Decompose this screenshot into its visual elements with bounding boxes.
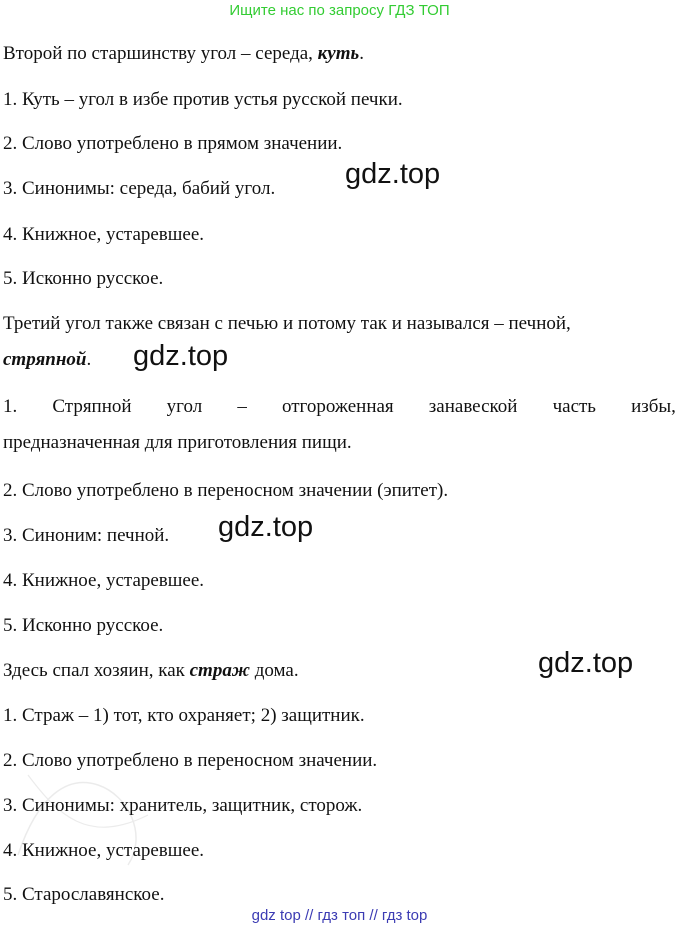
section3-keyword: страж [189,660,250,681]
section1-item-5: 5. Исконно русское. [3,268,164,289]
section2-intro-end: . [86,349,92,370]
watermark-gdz-top: gdz.top [218,511,314,543]
section2-item-1-word: часть [552,396,596,417]
section3-intro-text: Здесь спал хозяин, как [3,660,190,681]
section2-item-1-word: угол [166,396,203,417]
section2-intro-line1: Третий угол также связан с печью и потому так и назывался – печной, [3,313,571,334]
section3-intro [3,660,299,682]
watermark-gdz-top: gdz.top [538,647,634,679]
section1-intro-end: . [359,43,364,64]
watermark-gdz-top: gdz.top [133,340,229,372]
faint-watermark-scribble [8,755,158,875]
section2-item-1-word: отгороженная [281,396,394,417]
section1-item-4: 4. Книжное, устаревшее. [3,224,205,245]
section2-item-1-word: занавеской [428,396,518,417]
section2-item-1-word: 1. [3,396,18,417]
section2-item-1-word: Стряпной [52,396,132,417]
section1-item-2: 2. Слово употреблено в прямом значении. [3,133,343,154]
section2-item-4: 4. Книжное, устаревшее. [3,570,205,591]
section1-keyword: куть [317,43,360,64]
section3-item-3: 3. Синонимы: хранитель, защитник, сторож. [3,795,363,816]
section2-keyword: стряпной [3,349,87,370]
section1-item-1: 1. Куть – угол в избе против устья русской печки. [3,89,403,110]
section2-item-1-word: – [237,396,247,417]
section2-item-1-line1 [3,396,676,418]
footer-links: gdz top // гдз топ // гдз top [251,907,428,924]
section2-item-1-line2: предназначенная для приготовления пищи. [3,432,352,453]
section2-item-1-word: избы, [631,396,676,417]
section2-item-5: 5. Исконно русское. [3,615,164,636]
section1-item-3: 3. Синонимы: середа, бабий угол. [3,178,276,199]
section1-intro-text: Второй по старшинству угол – середа, [3,43,318,64]
section3-item-5: 5. Старославянское. [3,884,165,905]
section3-item-1: 1. Страж – 1) тот, кто охраняет; 2) защитник. [3,705,365,726]
section1-intro [3,43,364,65]
section2-item-3: 3. Синоним: печной. [3,525,170,546]
header-banner: Ищите нас по запросу ГДЗ ТОП [229,2,450,19]
section3-intro-end: дома. [249,660,299,681]
watermark-gdz-top: gdz.top [345,158,441,190]
section2-item-2: 2. Слово употреблено в переносном значении (эпитет). [3,480,449,501]
section2-intro-line2 [3,349,91,371]
section3-item-2: 2. Слово употреблено в переносном значении. [3,750,378,771]
section3-item-4: 4. Книжное, устаревшее. [3,840,205,861]
